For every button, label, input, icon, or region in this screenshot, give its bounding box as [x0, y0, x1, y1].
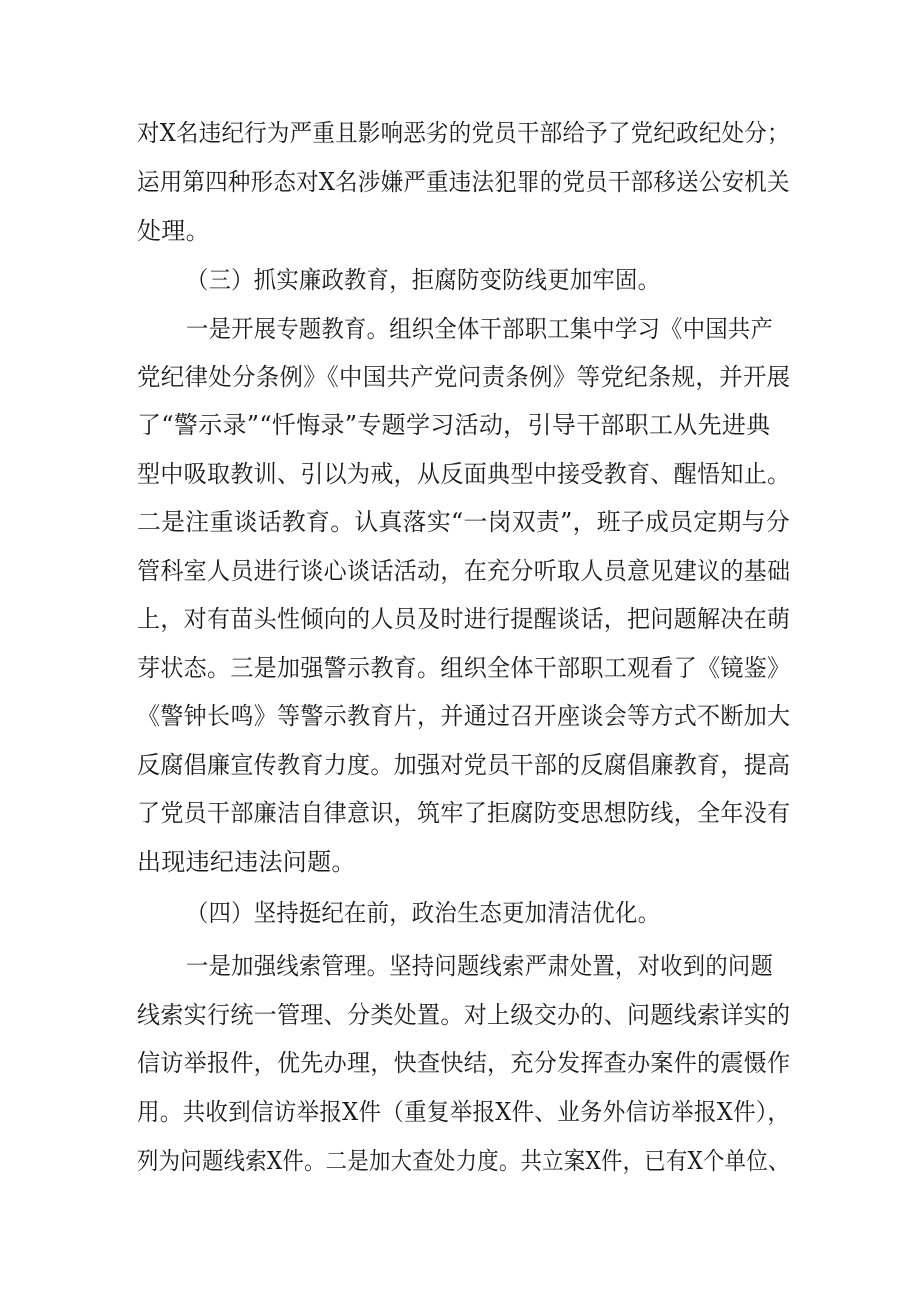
text-line: 线索实行统一管理、分类处置。对上级交办的、问题线索详实的 — [137, 1001, 791, 1029]
text-line: 二是注重谈话教育。认真落实“一岗双责”，班子成员定期与分 — [137, 508, 790, 536]
text-line: 对X名违纪行为严重且影响恶劣的党员干部给予了党纪政纪处分； — [137, 119, 790, 147]
section-heading-4: （四）坚持挺纪在前，政治生态更加清洁优化。 — [186, 899, 661, 927]
text-line: 《警钟长鸣》等警示教育片，并通过召开座谈会等方式不断加大 — [137, 702, 791, 730]
text-line: 出现违纪违法问题。 — [137, 848, 356, 876]
text-line: 了党员干部廉洁自律意识，筑牢了拒腐防变思想防线，全年没有 — [137, 799, 791, 827]
text-line: 反腐倡廉宣传教育力度。加强对党员干部的反腐倡廉教育，提高 — [137, 751, 791, 779]
section-heading-3: （三）抓实廉政教育，拒腐防变防线更加牢固。 — [186, 266, 661, 294]
text-line: 运用第四种形态对X名涉嫌严重违法犯罪的党员干部移送公安机关 — [137, 168, 790, 196]
paragraph-start: 一是加强线索管理。坚持问题线索严肃处置，对收到的问题 — [186, 952, 774, 980]
text-line: 管科室人员进行谈心谈话活动，在充分听取人员意见建议的基础 — [137, 557, 791, 585]
text-line: 党纪律处分条例》《中国共产党问责条例》等党纪条规，并开展 — [137, 363, 791, 391]
text-line: 列为问题线索X件。二是加大查处力度。共立案X件，已有X个单位、 — [137, 1147, 790, 1175]
text-line: 用。共收到信访举报X件（重复举报X件、业务外信访举报X件）， — [137, 1098, 791, 1126]
text-line: 型中吸取教训、引以为戒，从反面典型中接受教育、醒悟知止。 — [137, 460, 791, 488]
text-line: 上，对有苗头性倾向的人员及时进行提醒谈话，把问题解决在萌 — [137, 605, 791, 633]
text-line: 芽状态。三是加强警示教育。组织全体干部职工观看了《镜鉴》 — [137, 654, 791, 682]
text-line: 处理。 — [137, 217, 210, 245]
paragraph-start: 一是开展专题教育。组织全体干部职工集中学习《中国共产 — [186, 315, 774, 343]
text-line: 信访举报件，优先办理，快查快结，充分发挥查办案件的震慑作 — [137, 1049, 791, 1077]
text-line: 了“警示录”“忏悔录”专题学习活动，引导干部职工从先进典 — [137, 411, 771, 439]
